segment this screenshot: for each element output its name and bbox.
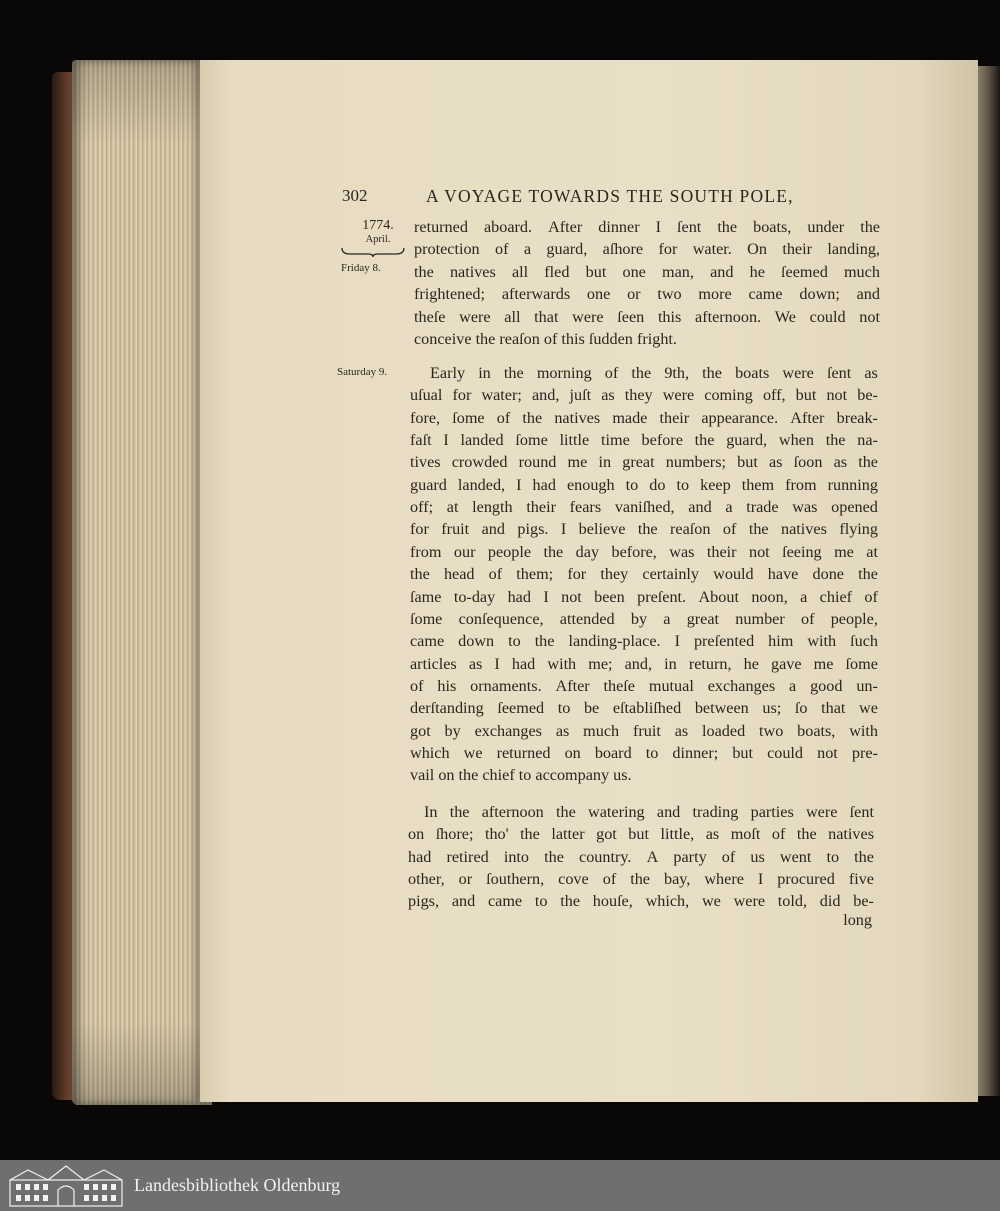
margin-month: April. [365,234,391,245]
text-line: got by exchanges as much fruit as loaded two boats, with [410,721,878,740]
text-line: vail on the chief to accompany us. [410,766,632,785]
running-head [342,186,880,210]
text-line: for fruit and pigs. I believe the reaſon of the natives flying [410,520,878,539]
text-line: off; at length their fears vaniſhed, and a trade was opened [410,498,878,517]
text-line: on ſhore; tho' the latter got but little, as moſt of the natives [408,825,874,844]
margin-year: 1774. [362,218,394,233]
library-footer [0,1160,1000,1211]
text-line: derſtanding ſeemed to be eſtabliſhed between us; ſo that we [410,699,878,718]
library-name: Landesbibliothek Oldenburg [134,1175,341,1195]
text-line: which we returned on board to dinner; but could not pre- [410,743,878,762]
margin-brace-icon [340,246,406,258]
text-line: the head of them; for they certainly would have done the [410,565,878,584]
page-edges-stack [72,60,212,1105]
text-line: returned aboard. After dinner I ſent the boats, under the [414,218,880,236]
page-number: 302 [342,186,368,205]
library-building-icon [8,1164,124,1208]
margin-date-saturday: Saturday 9. [337,366,388,378]
text-line: from our people the day before, was their not ſeeing me at [410,542,878,561]
text-line: Early in the morning of the 9th, the boats were ſent as [430,364,878,382]
running-title: A VOYAGE TOWARDS THE SOUTH POLE, [426,186,794,206]
text-line: protection of a guard, aſhore for water. On their landing, [414,240,880,259]
text-line: uſual for water; and, juſt as they were coming off, but not be- [410,386,878,405]
text-line: had retired into the country. A party of us went to the [408,847,874,866]
text-line: faſt I landed ſome little time before the guard, when the na- [410,431,878,450]
text-line: other, or ſouthern, cove of the bay, where I procured five [408,869,874,888]
text-line: of his ornaments. After theſe mutual exchanges a good un- [410,676,878,695]
catchword: long [843,911,872,929]
text-line: pigs, and came to the houſe, which, we were told, did be- [408,892,874,911]
text-line: came down to the landing-place. I preſented him with ſuch [410,632,878,651]
text-line: theſe were all that were ſeen this afternoon. We could not [414,307,880,326]
text-line: the natives all fled but one man, and he ſeemed much [414,262,880,281]
text-line: conceive the reaſon of this ſudden fright. [414,330,677,348]
text-line: In the afternoon the watering and trading parties were ſent [424,803,874,821]
text-line: articles as I had with me; and, in return, he gave me ſome [410,654,878,673]
text-line: fore, ſome of the natives made their appearance. After break- [410,408,878,427]
text-line: guard landed, I had enough to do to keep them from running [410,475,878,494]
text-line: frightened; afterwards one or two more came down; and [414,285,880,304]
text-line: ſome conſequence, attended by a great number of people, [410,609,878,628]
margin-date-friday: Friday 8. [341,262,381,274]
text-line: tives crowded round me in great numbers; but as ſoon as the [410,453,878,472]
text-line: ſame to-day had I not been preſent. About noon, a chief of [410,587,878,606]
